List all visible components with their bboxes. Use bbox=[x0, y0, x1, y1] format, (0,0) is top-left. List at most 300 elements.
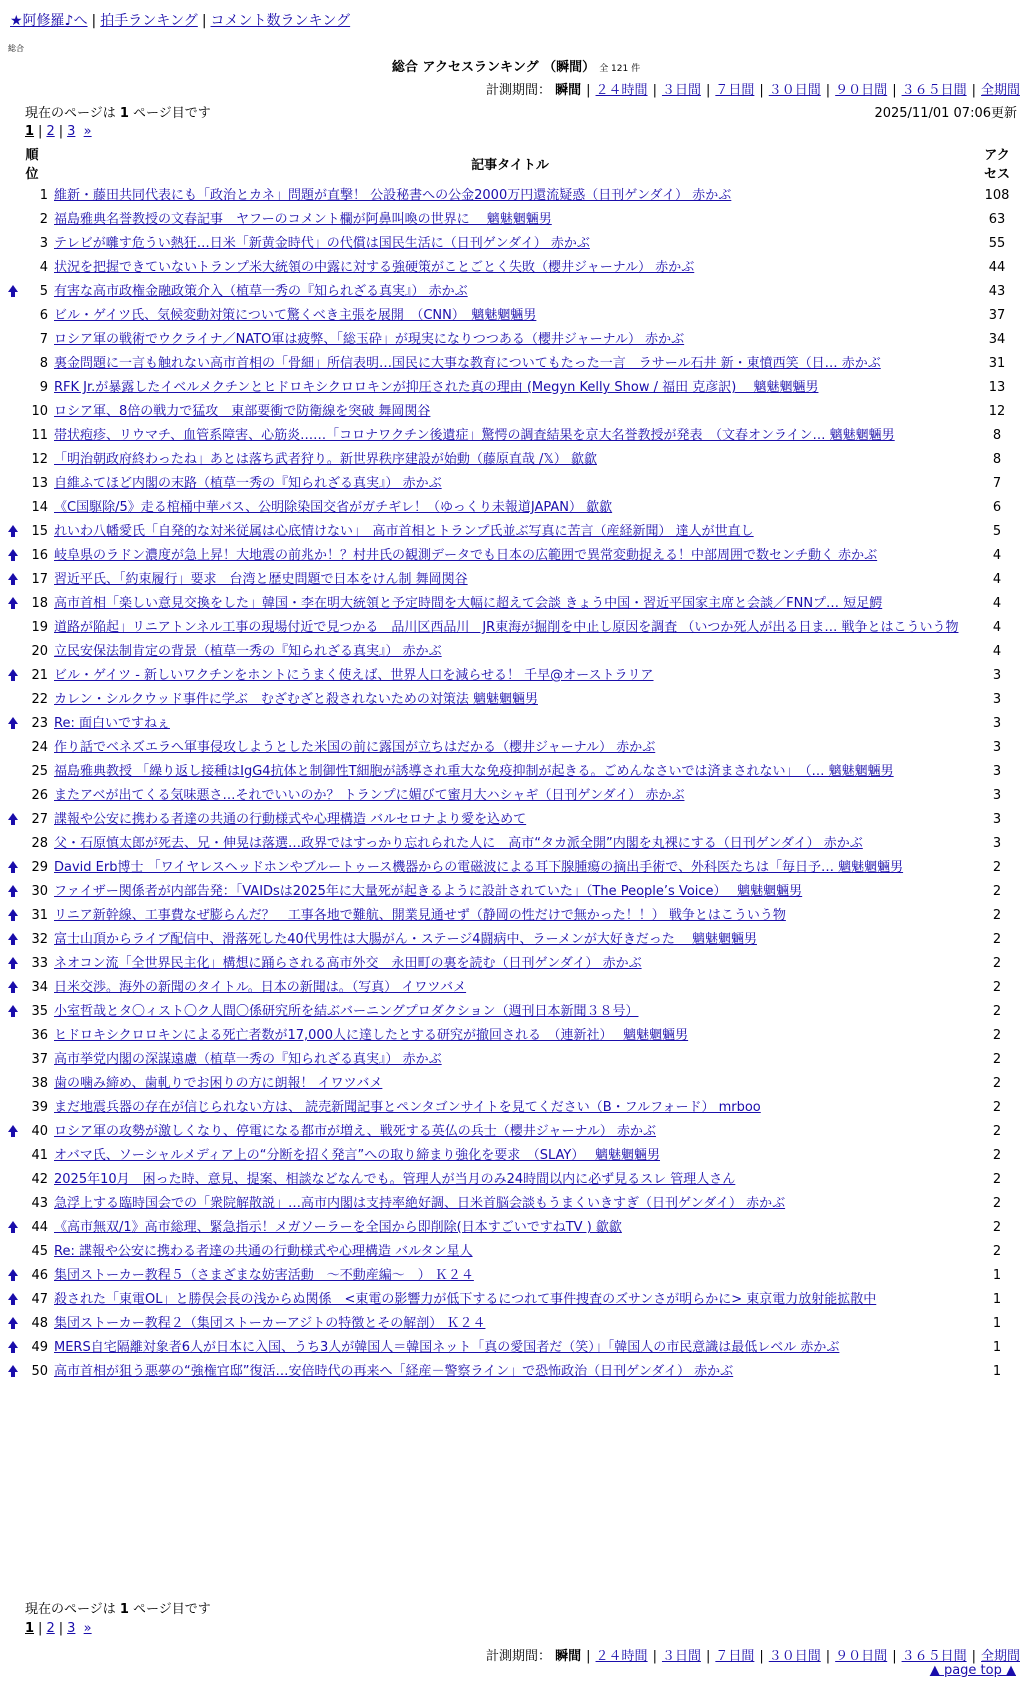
article-link[interactable]: オバマ氏、ソーシャルメディア上の“分断を招く発言”への取り締まり強化を要求 （SLAY） 魑魅魍魎男 bbox=[54, 1148, 661, 1163]
access-count: 4 bbox=[992, 644, 1002, 659]
access-count: 1 bbox=[992, 1292, 1002, 1307]
article-title-cell bbox=[52, 928, 968, 952]
rank-change-cell bbox=[6, 832, 21, 856]
access-count: 2 bbox=[992, 1148, 1002, 1163]
period-all[interactable]: 全期間 bbox=[980, 83, 1020, 98]
article-title-cell bbox=[52, 976, 968, 1000]
table-row bbox=[6, 736, 1026, 760]
access-count: 4 bbox=[992, 620, 1002, 635]
access-count: 13 bbox=[988, 380, 1006, 395]
rank-number: 35 bbox=[31, 1004, 48, 1019]
rank-up-arrow-icon bbox=[8, 1317, 18, 1324]
table-row bbox=[6, 856, 1026, 880]
rank-change-cell bbox=[6, 424, 21, 448]
rank-number: 40 bbox=[31, 1124, 48, 1139]
article-link[interactable]: 歯の噛み締め、歯軋りでお困りの方に朗報！ イワツバメ bbox=[54, 1076, 383, 1091]
article-title-cell bbox=[52, 688, 968, 712]
article-link[interactable]: 急浮上する臨時国会での「衆院解散説」…高市内閣は支持率絶好調、日米首脳会談もうまくいきすぎ（日刊ゲンダイ） 赤かぶ bbox=[54, 1196, 786, 1211]
rank-number: 13 bbox=[31, 476, 48, 491]
article-link[interactable]: ビル・ゲイツ - 新しいワクチンをホントにうまく使えば、世界人口を減らせる！ 千早@オーストラリア bbox=[54, 668, 654, 683]
article-link[interactable]: 道路が陥起」リニアトンネル工事の現場付近で見つかる 品川区西品川 JR東海が掘削を中止し原因を調査 （いつか死人が出る日ま… 戦争とはこういう物 bbox=[54, 620, 959, 635]
access-count: 2 bbox=[992, 1100, 1002, 1115]
rank-number: 26 bbox=[31, 788, 48, 803]
period-90d-bottom[interactable]: ９０日間 bbox=[835, 1649, 888, 1664]
access-count: 1 bbox=[992, 1364, 1002, 1379]
rank-change-cell bbox=[6, 352, 21, 376]
period-90d[interactable]: ９０日間 bbox=[835, 83, 888, 98]
rank-change-cell bbox=[6, 1192, 21, 1216]
rank-change-cell bbox=[6, 280, 21, 304]
rank-number: 47 bbox=[31, 1292, 48, 1307]
access-count: 3 bbox=[992, 764, 1002, 779]
rank-up-arrow-icon bbox=[8, 525, 18, 532]
article-link[interactable]: 福島雅典教授 「繰り返し接種はIgG4抗体と制御性T細胞が誘導され重大な免疫抑制が起きる。ごめんなさいでは済まされない」 （… 魑魅魍魎男 bbox=[54, 764, 894, 779]
access-count: 4 bbox=[992, 572, 1002, 587]
article-title-cell bbox=[52, 544, 968, 568]
table-row bbox=[6, 352, 1026, 376]
pager-current: 1 bbox=[25, 124, 35, 139]
rank-number: 21 bbox=[31, 668, 48, 683]
access-count: 2 bbox=[992, 1052, 1002, 1067]
rank-number: 17 bbox=[31, 572, 48, 587]
col-title: 記事タイトル bbox=[471, 157, 549, 173]
rank-change-cell bbox=[6, 256, 21, 280]
rank-change-cell bbox=[6, 1024, 21, 1048]
access-count: 2 bbox=[992, 932, 1002, 947]
article-title-cell bbox=[52, 1240, 968, 1264]
rank-number: 18 bbox=[31, 596, 48, 611]
article-link[interactable]: 岐阜県のラドン濃度が急上昇！大地震の前兆か！？村井氏の観測データでも日本の広範囲で異常変動捉える！中部周囲で数センチ動く 赤かぶ bbox=[54, 548, 878, 563]
access-count: 31 bbox=[988, 356, 1006, 371]
access-count: 8 bbox=[992, 428, 1002, 443]
article-link[interactable]: 《高市無双/1》高市総理、緊急指示！メガソーラーを全国から即削除(日本すごいですねTV ) 歙歙 bbox=[54, 1220, 622, 1235]
article-link[interactable]: 諜報や公安に携わる者達の共通の行動様式や心理構造 バルセロナより愛を込めて bbox=[54, 812, 527, 827]
table-row bbox=[6, 592, 1026, 616]
table-row bbox=[6, 1216, 1026, 1240]
rank-change-cell bbox=[6, 592, 21, 616]
rank-change-cell bbox=[6, 760, 21, 784]
article-title-cell bbox=[52, 232, 968, 256]
article-link[interactable]: ロシア軍、8倍の戦力で猛攻 東部要衝で防衛線を突破 舞岡関谷 bbox=[54, 404, 431, 419]
rank-up-arrow-icon bbox=[8, 981, 18, 988]
rank-change-cell bbox=[6, 544, 21, 568]
article-title-cell bbox=[52, 376, 968, 400]
article-link[interactable]: 高市首相が狙う悪夢の“強権官邸”復活…安倍時代の再来へ「経産－警察ライン」で恐怖政治（日刊ゲンダイ） 赤かぶ bbox=[54, 1364, 734, 1379]
article-title-cell bbox=[52, 520, 968, 544]
table-row bbox=[6, 1360, 1026, 1384]
table-row bbox=[6, 1048, 1026, 1072]
rank-number: 49 bbox=[31, 1340, 48, 1355]
article-link[interactable]: 集団ストーカー教程２（集団ストーカーアジトの特徴とその解剖） Ｋ２４ bbox=[54, 1316, 486, 1331]
period-30d-bottom[interactable]: ３０日間 bbox=[768, 1649, 821, 1664]
article-link[interactable]: RFK Jr.が暴露したイベルメクチンとヒドロキシクロロキンが抑圧された真の理由 (Megyn Kelly Show / 福田 克彦訳) 魑魅魍魎男 bbox=[54, 380, 819, 395]
rank-number: 22 bbox=[31, 692, 48, 707]
access-count: 6 bbox=[992, 500, 1002, 515]
rank-number: 1 bbox=[39, 188, 48, 203]
article-link[interactable]: れいわ八幡愛氏「自発的な対米従属は心底情けない」 高市首相とトランプ氏並ぶ写真に苦言（産経新聞） 達人が世直し bbox=[54, 524, 754, 539]
access-count: 1 bbox=[992, 1268, 1002, 1283]
access-count: 2 bbox=[992, 908, 1002, 923]
period-7d-bottom[interactable]: ７日間 bbox=[715, 1649, 755, 1664]
access-count: 8 bbox=[992, 452, 1002, 467]
applause-ranking-link[interactable]: 拍手ランキング bbox=[100, 13, 198, 29]
category-label: 総合 bbox=[8, 44, 24, 53]
rank-change-cell bbox=[6, 1096, 21, 1120]
period-365d[interactable]: ３６５日間 bbox=[901, 83, 967, 98]
article-link[interactable]: 高市首相「楽しい意見交換をした」韓国・李在明大統領と予定時間を大幅に超えて会談 きょう中国・習近平国家主席と会談／FNNプ… 短足鰐 bbox=[54, 596, 883, 611]
rank-change-cell bbox=[6, 472, 21, 496]
table-row bbox=[6, 376, 1026, 400]
rank-up-arrow-icon bbox=[8, 669, 18, 676]
rank-number: 2 bbox=[39, 212, 48, 227]
article-link[interactable]: リニア新幹線、工事費なぜ膨らんだ？ 工事各地で難航、開業見通せず（静岡の性だけで無かった！！） 戦争とはこういう物 bbox=[54, 908, 786, 923]
table-row bbox=[6, 568, 1026, 592]
article-title-cell bbox=[52, 328, 968, 352]
rank-number: 28 bbox=[31, 836, 48, 851]
access-count: 3 bbox=[992, 668, 1002, 683]
top-nav: ★阿修羅♪へ | 拍手ランキング | コメント数ランキング bbox=[10, 13, 351, 29]
article-title-cell bbox=[52, 808, 968, 832]
article-link[interactable]: またアベが出てくる気味悪さ…それでいいのか？ トランプに媚びて蜜月大ハシャギ（日刊ゲンダイ） 赤かぶ bbox=[54, 788, 685, 803]
rank-change-cell bbox=[6, 808, 21, 832]
table-row bbox=[6, 976, 1026, 1000]
rank-number: 33 bbox=[31, 956, 48, 971]
comment-ranking-link[interactable]: コメント数ランキング bbox=[210, 13, 351, 29]
pager-next[interactable]: » bbox=[83, 124, 92, 139]
article-link[interactable]: ヒドロキシクロロキンによる死亡者数が17,000人に達したとする研究が撤回される （連新社） 魑魅魍魎男 bbox=[54, 1028, 689, 1043]
article-title-cell bbox=[52, 784, 968, 808]
rank-up-arrow-icon bbox=[8, 1365, 18, 1372]
table-row bbox=[6, 1312, 1026, 1336]
rank-number: 39 bbox=[31, 1100, 48, 1115]
article-link[interactable]: David Erb博士 「ワイヤレスヘッドホンやブルートゥース機器からの電磁波による耳下腺腫瘍の摘出手術で、外科医たちは「毎日予… 魑魅魍魎男 bbox=[54, 860, 904, 875]
col-rank: 順位 bbox=[25, 148, 39, 182]
article-title-cell bbox=[52, 592, 968, 616]
article-title-cell bbox=[52, 952, 968, 976]
rank-change-cell bbox=[6, 376, 21, 400]
access-count: 2 bbox=[992, 956, 1002, 971]
period-3d[interactable]: ３日間 bbox=[661, 83, 701, 98]
article-link[interactable]: 集団ストーカー教程５（さまざまな妨害活動 ～不動産編～ ） Ｋ２４ bbox=[54, 1268, 474, 1283]
rank-change-cell bbox=[6, 568, 21, 592]
table-row bbox=[6, 1000, 1026, 1024]
rank-up-arrow-icon bbox=[8, 861, 18, 868]
article-title-cell bbox=[52, 640, 968, 664]
article-link[interactable]: まだ地震兵器の存在が信じられない方は、 読売新聞記事とペンタゴンサイトを見てください（B・フルフォード） mrboo bbox=[54, 1100, 761, 1115]
article-link[interactable]: 「明治朝政府終わったね」あとは落ち武者狩り。新世界秩序建設が始動（藤原直哉 /𝕏） 歙歙 bbox=[54, 452, 597, 467]
article-title-cell bbox=[52, 496, 968, 520]
rank-change-cell bbox=[6, 448, 21, 472]
rank-change-cell bbox=[6, 784, 21, 808]
rank-number: 20 bbox=[31, 644, 48, 659]
rank-number: 15 bbox=[31, 524, 48, 539]
table-row bbox=[6, 1168, 1026, 1192]
article-link[interactable]: ファイザー関係者が内部告発：「VAIDsは2025年に大量死が起きるように設計されていた」（The People’s Voice） 魑魅魍魎男 bbox=[54, 884, 803, 899]
period-24h-bottom[interactable]: ２４時間 bbox=[595, 1649, 648, 1664]
article-link[interactable]: 福島雅典名誉教授の文春記事 ヤフーのコメント欄が阿鼻叫喚の世界に 魑魅魍魎男 bbox=[54, 212, 552, 227]
access-count: 3 bbox=[992, 716, 1002, 731]
table-row bbox=[6, 1264, 1026, 1288]
table-row bbox=[6, 1336, 1026, 1360]
access-count: 12 bbox=[988, 404, 1006, 419]
table-row bbox=[6, 280, 1026, 304]
article-link[interactable]: Re: 面白いですねぇ bbox=[54, 716, 170, 731]
article-title-cell bbox=[52, 1000, 968, 1024]
rank-number: 29 bbox=[31, 860, 48, 875]
article-title-cell bbox=[52, 280, 968, 304]
period-current: 瞬間 bbox=[555, 83, 582, 98]
rank-up-arrow-icon bbox=[8, 885, 18, 892]
table-row bbox=[6, 832, 1026, 856]
rank-change-cell bbox=[6, 616, 21, 640]
article-title-cell bbox=[52, 1312, 968, 1336]
table-row bbox=[6, 496, 1026, 520]
article-link[interactable]: ネオコン流「全世界民主化」構想に踊らされる高市外交 永田町の裏を読む（日刊ゲンダイ） 赤かぶ bbox=[54, 956, 642, 971]
rank-number: 25 bbox=[31, 764, 48, 779]
article-link[interactable]: 状況を把握できていないトランプ米大統領の中露に対する強硬策がことごとく失敗（櫻井ジャーナル） 赤かぶ bbox=[54, 260, 695, 275]
rank-up-arrow-icon bbox=[8, 1341, 18, 1348]
period-24h[interactable]: ２４時間 bbox=[595, 83, 648, 98]
rank-up-arrow-icon bbox=[8, 285, 18, 292]
article-link[interactable]: 裏金問題に一言も触れない高市首相の「骨細」所信表明…国民に大事な教育についてもたった一言 ラサール石井 新・東憤西笑（日… 赤かぶ bbox=[54, 356, 881, 371]
ranking-title: 総合 アクセスランキング （瞬間） bbox=[391, 60, 596, 75]
article-link[interactable]: カレン・シルクウッド事件に学ぶ むざむざと殺されないための対策法 魑魅魍魎男 bbox=[54, 692, 538, 707]
period-selector-top: 計測期間： 瞬間 | ２４時間 | ３日間 | ７日間 | ３０日間 | ９０日間 | ３６５日間 | 全期間 bbox=[485, 83, 1020, 98]
rank-number: 32 bbox=[31, 932, 48, 947]
rank-number: 10 bbox=[31, 404, 48, 419]
rank-change-cell bbox=[6, 976, 21, 1000]
page-info-top: 現在のページは 1 ページ目です bbox=[25, 106, 211, 121]
updated-timestamp: 2025/11/01 07:06更新 bbox=[874, 106, 1017, 121]
table-row bbox=[6, 208, 1026, 232]
rank-number: 38 bbox=[31, 1076, 48, 1091]
rank-up-arrow-icon bbox=[8, 1125, 18, 1132]
article-title-cell bbox=[52, 400, 968, 424]
rank-up-arrow-icon bbox=[8, 909, 18, 916]
access-count: 2 bbox=[992, 1004, 1002, 1019]
table-row bbox=[6, 664, 1026, 688]
table-row bbox=[6, 1120, 1026, 1144]
article-title-cell bbox=[52, 736, 968, 760]
access-count: 108 bbox=[984, 188, 1010, 203]
rank-number: 37 bbox=[31, 1052, 48, 1067]
table-row bbox=[6, 1096, 1026, 1120]
table-row bbox=[6, 712, 1026, 736]
access-count: 2 bbox=[992, 1196, 1002, 1211]
article-title-cell bbox=[52, 184, 968, 208]
article-link[interactable]: 自維ふてほど内閣の末路（植草一秀の『知られざる真実』） 赤かぶ bbox=[54, 476, 442, 491]
access-count: 5 bbox=[992, 524, 1002, 539]
table-row bbox=[6, 1240, 1026, 1264]
table-row bbox=[6, 1072, 1026, 1096]
pager-page-2[interactable]: 2 bbox=[46, 124, 55, 139]
article-title-cell bbox=[52, 208, 968, 232]
article-link[interactable]: 《C国駆除/5》走る棺桶中華バス、公明除染国交省がガチギレ！（ゆっくり未報道JAPAN） 歙歙 bbox=[54, 500, 613, 515]
home-link[interactable]: ★阿修羅♪へ bbox=[10, 13, 88, 29]
table-row bbox=[6, 400, 1026, 424]
table-row bbox=[6, 1024, 1026, 1048]
access-count: 2 bbox=[992, 1244, 1002, 1259]
article-link[interactable]: 富士山頂からライブ配信中、滑落死した40代男性は大腸がん・ステージ4闘病中、ラーメンが大好きだった 魑魅魍魎男 bbox=[54, 932, 757, 947]
table-header-row bbox=[6, 146, 1026, 184]
table-row bbox=[6, 688, 1026, 712]
table-row bbox=[6, 1144, 1026, 1168]
rank-number: 6 bbox=[39, 308, 48, 323]
rank-number: 11 bbox=[31, 428, 48, 443]
access-count: 3 bbox=[992, 692, 1002, 707]
article-title-cell bbox=[52, 904, 968, 928]
article-link[interactable]: ロシア軍の戦術でウクライナ／NATO軍は疲弊、「総玉砕」が現実になりつつある（櫻井ジャーナル） 赤かぶ bbox=[54, 332, 685, 347]
rank-change-cell bbox=[6, 928, 21, 952]
rank-change-cell bbox=[6, 640, 21, 664]
rank-change-cell bbox=[6, 1072, 21, 1096]
access-count: 2 bbox=[992, 1220, 1002, 1235]
rank-number: 34 bbox=[31, 980, 48, 995]
rank-number: 8 bbox=[39, 356, 48, 371]
rank-number: 31 bbox=[31, 908, 48, 923]
rank-number: 3 bbox=[39, 236, 48, 251]
article-title-cell bbox=[52, 1192, 968, 1216]
period-365d-bottom[interactable]: ３６５日間 bbox=[901, 1649, 967, 1664]
pager-page-3[interactable]: 3 bbox=[67, 124, 76, 139]
rank-up-arrow-icon bbox=[8, 597, 18, 604]
table-row bbox=[6, 256, 1026, 280]
rank-change-cell bbox=[6, 1264, 21, 1288]
rank-change-cell bbox=[6, 328, 21, 352]
table-row bbox=[6, 184, 1026, 208]
article-title-cell bbox=[52, 1096, 968, 1120]
period-selector-bottom: 計測期間： 瞬間 | ２４時間 | ３日間 | ７日間 | ３０日間 | ９０日間 | ３６５日間 | 全期間 bbox=[485, 1649, 1020, 1664]
article-link[interactable]: 殺された「東電OL」と勝俣会長の浅からぬ関係 <東電の影響力が低下するにつれて事件捜査のズサンさが明らかに> 東京電力放射能拡散中 bbox=[54, 1292, 877, 1307]
article-link[interactable]: 帯状疱疹、リウマチ、血管系障害、心筋炎……「コロナワクチン後遺症」驚愕の調査結果を京大名誉教授が発表 （文春オンライン… 魑魅魍魎男 bbox=[54, 428, 895, 443]
access-count: 2 bbox=[992, 860, 1002, 875]
article-link[interactable]: ビル・ゲイツ氏、気候変動対策について驚くべき主張を展開 （CNN） 魑魅魍魎男 bbox=[54, 308, 537, 323]
article-title-cell bbox=[52, 880, 968, 904]
article-link[interactable]: 習近平氏、「約束履行」要求 台湾と歴史問題で日本をけん制 舞岡関谷 bbox=[54, 572, 468, 587]
article-title-cell bbox=[52, 1120, 968, 1144]
article-title-cell bbox=[52, 256, 968, 280]
pager-top: 1 | 2 | 3 » bbox=[25, 124, 92, 139]
access-count: 2 bbox=[992, 1124, 1002, 1139]
article-title-cell bbox=[52, 1144, 968, 1168]
access-count: 3 bbox=[992, 836, 1002, 851]
access-count: 2 bbox=[992, 1028, 1002, 1043]
access-count: 3 bbox=[992, 788, 1002, 803]
article-title-cell bbox=[52, 1288, 968, 1312]
article-link[interactable]: 父・石原慎太郎が死去、兄・伸晃は落選…政界ではすっかり忘れられた人に 高市“タカ派全開”内閣を丸裸にする（日刊ゲンダイ） 赤かぶ bbox=[54, 836, 863, 851]
access-count: 3 bbox=[992, 812, 1002, 827]
rank-number: 19 bbox=[31, 620, 48, 635]
pager-next-bottom[interactable]: » bbox=[83, 1621, 92, 1636]
access-count: 63 bbox=[988, 212, 1006, 227]
access-count: 43 bbox=[988, 284, 1006, 299]
page-top-link[interactable]: ▲ page top ▲ bbox=[929, 1663, 1016, 1678]
rank-change-cell bbox=[6, 232, 21, 256]
article-link[interactable]: 日米交渉。海外の新聞のタイトル。日本の新聞は。（写真） イワツバメ bbox=[54, 980, 467, 995]
period-30d[interactable]: ３０日間 bbox=[768, 83, 821, 98]
rank-number: 41 bbox=[31, 1148, 48, 1163]
rank-number: 5 bbox=[39, 284, 48, 299]
article-title-cell bbox=[52, 472, 968, 496]
rank-number: 50 bbox=[31, 1364, 48, 1379]
rank-up-arrow-icon bbox=[8, 1221, 18, 1228]
article-link[interactable]: 小室哲哉とタ〇ィスト〇ク人間〇係研究所を結ぶバーニングプロダクション（週刊日本新聞３８号） bbox=[54, 1004, 639, 1019]
rank-up-arrow-icon bbox=[8, 573, 18, 580]
article-link[interactable]: 作り話でベネズエラへ軍事侵攻しようとした米国の前に露国が立ちはだかる（櫻井ジャーナル） 赤かぶ bbox=[54, 740, 656, 755]
article-link[interactable]: 2025年10月 困った時、意見、提案、相談などなんでも。管理人が当月のみ24時間以内に必ず見るスレ 管理人さん bbox=[54, 1172, 736, 1187]
rank-number: 46 bbox=[31, 1268, 48, 1283]
rank-change-cell bbox=[6, 304, 21, 328]
rank-number: 36 bbox=[31, 1028, 48, 1043]
period-3d-bottom[interactable]: ３日間 bbox=[661, 1649, 701, 1664]
table-row bbox=[6, 952, 1026, 976]
article-title-cell bbox=[52, 1024, 968, 1048]
rank-change-cell bbox=[6, 496, 21, 520]
table-row bbox=[6, 1192, 1026, 1216]
article-link[interactable]: 立民安保法制肯定の背景（植草一秀の『知られざる真実』） 赤かぶ bbox=[54, 644, 442, 659]
article-link[interactable]: Re: 諜報や公安に携わる者達の共通の行動様式や心理構造 バルタン星人 bbox=[54, 1244, 473, 1259]
article-link[interactable]: MERS自宅隔離対象者6人が日本に入国、うち3人が韓国人＝韓国ネット「真の愛国者だ（笑）」「韓国人の市民意識は最低レベル 赤かぶ bbox=[54, 1340, 840, 1355]
access-count: 4 bbox=[992, 596, 1002, 611]
article-link[interactable]: ロシア軍の攻勢が激しくなり、停電になる都市が増え、戦死する英仏の兵士（櫻井ジャーナル） 赤かぶ bbox=[54, 1124, 657, 1139]
rank-number: 14 bbox=[31, 500, 48, 515]
rank-change-cell bbox=[6, 1240, 21, 1264]
rank-change-cell bbox=[6, 736, 21, 760]
rank-change-cell bbox=[6, 400, 21, 424]
article-link[interactable]: 高市挙党内閣の深謀遠慮（植草一秀の『知られざる真実』） 赤かぶ bbox=[54, 1052, 442, 1067]
rank-number: 16 bbox=[31, 548, 48, 563]
rank-change-cell bbox=[6, 688, 21, 712]
period-all-bottom[interactable]: 全期間 bbox=[980, 1649, 1020, 1664]
rank-change-cell bbox=[6, 904, 21, 928]
article-title-cell bbox=[52, 1216, 968, 1240]
table-row bbox=[6, 784, 1026, 808]
pager-page-2-bottom[interactable]: 2 bbox=[46, 1621, 55, 1636]
article-link[interactable]: 有害な高市政権金融政策介入（植草一秀の『知られざる真実』） 赤かぶ bbox=[54, 284, 468, 299]
article-title-cell bbox=[52, 1048, 968, 1072]
rank-change-cell bbox=[6, 1360, 21, 1384]
access-count: 2 bbox=[992, 980, 1002, 995]
article-title-cell bbox=[52, 712, 968, 736]
article-title-cell bbox=[52, 448, 968, 472]
rank-change-cell bbox=[6, 208, 21, 232]
rank-change-cell bbox=[6, 1216, 21, 1240]
article-title-cell bbox=[52, 1336, 968, 1360]
rank-change-cell bbox=[6, 856, 21, 880]
rank-number: 30 bbox=[31, 884, 48, 899]
rank-up-arrow-icon bbox=[8, 813, 18, 820]
article-title-cell bbox=[52, 352, 968, 376]
article-link[interactable]: テレビが囃す危うい熱狂…日米「新黄金時代」の代償は国民生活に（日刊ゲンダイ） 赤かぶ bbox=[54, 236, 590, 251]
table-row bbox=[6, 328, 1026, 352]
article-link[interactable]: 維新・藤田共同代表にも「政治とカネ」問題が直撃！ 公設秘書への公金2000万円還流疑惑（日刊ゲンダイ） 赤かぶ bbox=[54, 188, 732, 203]
article-title-cell bbox=[52, 760, 968, 784]
article-title-cell bbox=[52, 832, 968, 856]
pager-page-3-bottom[interactable]: 3 bbox=[67, 1621, 76, 1636]
total-count: 全 121 件 bbox=[599, 64, 641, 74]
rank-change-cell bbox=[6, 1288, 21, 1312]
access-count: 2 bbox=[992, 1172, 1002, 1187]
article-title-cell bbox=[52, 616, 968, 640]
rank-number: 44 bbox=[31, 1220, 48, 1235]
table-row bbox=[6, 448, 1026, 472]
rank-number: 4 bbox=[39, 260, 48, 275]
page-title bbox=[0, 56, 1032, 75]
period-7d[interactable]: ７日間 bbox=[715, 83, 755, 98]
rank-number: 43 bbox=[31, 1196, 48, 1211]
rank-change-cell bbox=[6, 1312, 21, 1336]
rank-up-arrow-icon bbox=[8, 1293, 18, 1300]
